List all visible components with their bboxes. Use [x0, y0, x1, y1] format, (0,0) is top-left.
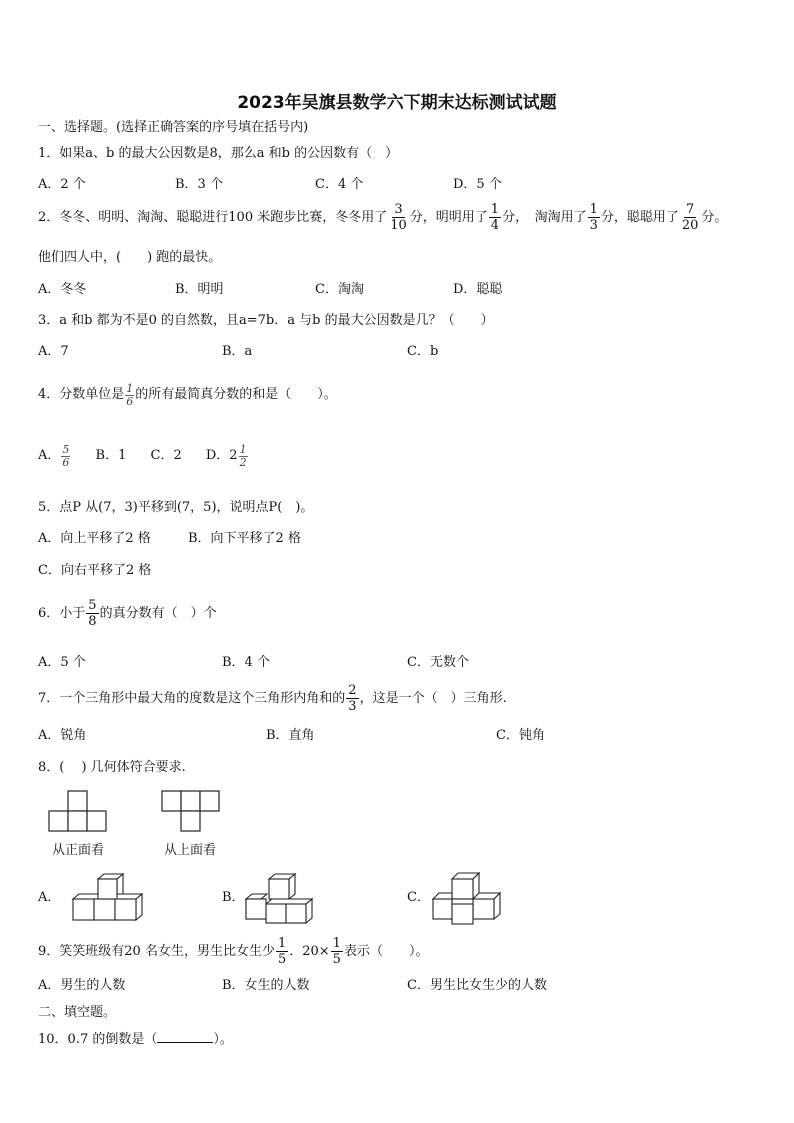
q7-option-a: A．锐角 — [38, 728, 87, 743]
q1-option-a: A．2 个 — [38, 177, 86, 192]
question-7: 7．一个三角形中最大角的度数是这个三角形内角和的 $\frac{2}{3}$ ，这是一个（ ）三角形. — [38, 683, 507, 714]
section-heading-fill: 二、填空题。 — [38, 1005, 117, 1020]
fraction-1-5-b: $\frac{1}{5}$ — [332, 936, 341, 967]
q9-option-c: C．男生比女生少的人数 — [407, 978, 547, 993]
q6-option-a: A．5 个 — [38, 655, 86, 670]
q8-option-a: A． — [38, 890, 61, 905]
q9-option-a: A．男生的人数 — [38, 978, 126, 993]
q5-option-c: C．向右平移了2 格 — [38, 563, 152, 578]
fraction-1-5: $\frac{1}{5}$ — [277, 936, 287, 967]
q4-option-c: C．2 — [150, 448, 182, 463]
q5-option-a: A．向上平移了2 格 — [38, 531, 151, 546]
q6-option-b: B．4 个 — [222, 655, 270, 670]
q1-option-d: D．5 个 — [453, 177, 502, 192]
question-4: 4．分数单位是 $\frac{1}{6}$ 的所有最简真分数的和是（ ）。 — [38, 382, 337, 408]
answer-blank — [157, 1030, 213, 1043]
q2-option-c: C．淘淘 — [315, 282, 364, 297]
question-10: 10．0.7 的倒数是（ ）。 — [38, 1032, 233, 1047]
q3-option-a: A．7 — [38, 344, 69, 359]
fraction-3-10: $\frac{3}{10}$ — [390, 202, 407, 233]
q9-option-b: B．女生的人数 — [222, 978, 310, 993]
q3-option-c: C．b — [407, 344, 439, 359]
front-view-label: 从正面看 — [52, 843, 105, 858]
q1-option-c: C．4 个 — [315, 177, 364, 192]
q5-option-b: B．向下平移了2 格 — [188, 531, 301, 546]
q8-option-a-cubes — [72, 873, 144, 925]
q1-option-b: B．3 个 — [175, 177, 223, 192]
q8-option-b-cubes — [245, 873, 317, 925]
fraction-7-20: $\frac{7}{20}$ — [681, 202, 699, 233]
q7-option-c: C．钝角 — [496, 728, 545, 743]
q4-option-d: D．2 $\frac{1}{2}$ — [205, 443, 247, 469]
fraction-1-6: $\frac{1}{6}$ — [126, 382, 134, 408]
fraction-1-4: $\frac{1}{4}$ — [490, 202, 500, 233]
q2-option-d: D．聪聪 — [453, 282, 503, 297]
q4-option-a: A． $\frac{5}{6}$ — [38, 443, 70, 469]
q3-option-b: B．a — [222, 344, 253, 359]
section-heading-choice: 一、选择题。(选择正确答案的序号填在括号内) — [38, 120, 309, 135]
q2-option-a: A．冬冬 — [38, 282, 87, 297]
top-view-figure — [161, 790, 223, 834]
q8-option-b: B． — [222, 890, 245, 905]
q4-options — [38, 444, 249, 469]
fraction-1-3: $\frac{1}{3}$ — [589, 202, 598, 233]
q2-option-b: B．明明 — [175, 282, 224, 297]
question-9: 9．笑笑班级有20 名女生，男生比女生少 $\frac{1}{5}$ ．20× $\frac{1}{5}$ 表示（ ）。 — [38, 936, 429, 967]
q6-option-c: C．无数个 — [407, 655, 469, 670]
front-view-figure — [48, 790, 110, 834]
question-2: 2．冬冬、明明、淘淘、聪聪进行100 米跑步比赛，冬冬用了 $\frac{3}{10}$ 分，明明用了 $\frac{1}{4}$ 分， 淘淘用了 $\frac{1}{3}$ 分，聪聪用了 $\frac{7}{20}$ 分。 — [38, 202, 728, 233]
question-5: 5．点P 从(7，3)平移到(7，5)，说明点P( )。 — [38, 500, 314, 515]
question-8: 8．( ) 几何体符合要求. — [38, 760, 186, 775]
q4-option-b: B．1 — [95, 448, 127, 463]
fraction-2-3: $\frac{2}{3}$ — [348, 683, 357, 714]
question-1: 1．如果a、b 的最大公因数是8，那么a 和b 的公因数有（ ） — [38, 146, 399, 161]
q7-option-b: B．直角 — [266, 728, 315, 743]
q8-option-c: C． — [407, 890, 430, 905]
q8-option-c-cubes — [432, 871, 504, 925]
fraction-5-8: $\frac{5}{8}$ — [88, 598, 97, 629]
question-6: 6．小于 $\frac{5}{8}$ 的真分数有（ ）个 — [38, 598, 217, 629]
top-view-label: 从上面看 — [164, 843, 217, 858]
question-3: 3．a 和b 都为不是0 的自然数，且a=7b．a 与b 的最大公因数是几？（ ） — [38, 313, 494, 328]
page-title: 2023年吴旗县数学六下期末达标测试试题 — [237, 93, 557, 113]
question-2-line2: 他们四人中，( ) 跑的最快。 — [38, 250, 222, 265]
